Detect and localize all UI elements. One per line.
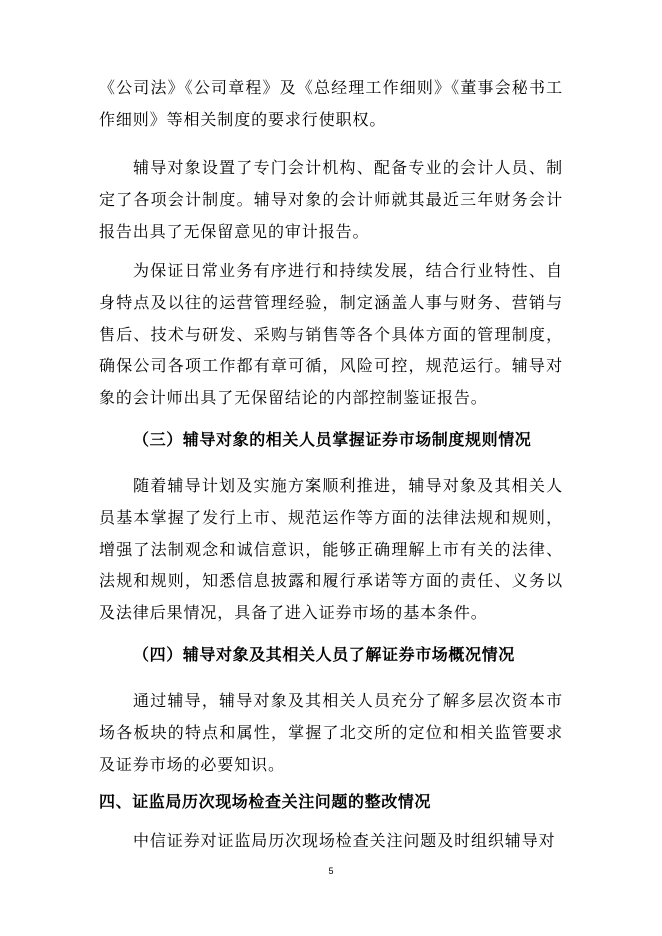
paragraph-governance-rules: 《公司法》《公司章程》及《总经理工作细则》《董事会秘书工作细则》等相关制度的要求行使职权。 — [99, 78, 563, 129]
subheading-4: （四）辅导对象及其相关人员了解证券市场概况情况 — [133, 645, 515, 664]
subheading-3: （三）辅导对象的相关人员掌握证券市场制度规则情况 — [133, 430, 532, 449]
paragraph-accounting: 辅导对象设置了专门会计机构、配备专业的会计人员、制定了各项会计制度。辅导对象的会计师就其最近三年财务会计报告出具了无保留意见的审计报告。 — [99, 158, 563, 241]
page-number: 5 — [328, 866, 334, 876]
paragraph-internal-control: 为保证日常业务有序进行和持续发展，结合行业特性、自身特点及以往的运营管理经验，制定涵盖人事与财务、营销与售后、技术与研发、采购与销售等各个具体方面的管理制度，确保公司各项工作都有章可循，风险可控，规范运行。辅导对象的会计师出具了无保留结论的内部控制鉴证报告。 — [99, 261, 563, 408]
paragraph-market-rules: 随着辅导计划及实施方案顺利推进，辅导对象及其相关人员基本掌握了发行上市、规范运作等方面的法律法规和规则，增强了法制观念和诚信意识，能够正确理解上市有关的法律、法规和规则，知悉信息披露和履行承诺等方面的责任、义务以及法律后果情况，具备了进入证券市场的基本条件。 — [99, 476, 563, 623]
paragraph-rectification: 中信证券对证监局历次现场检查关注问题及时组织辅导对 — [133, 831, 556, 850]
paragraph-market-overview: 通过辅导，辅导对象及其相关人员充分了解多层次资本市场各板块的特点和属性，掌握了北交所的定位和相关监管要求及证券市场的必要知识。 — [99, 691, 563, 774]
section-heading-4: 四、证监局历次现场检查关注问题的整改情况 — [99, 792, 432, 811]
